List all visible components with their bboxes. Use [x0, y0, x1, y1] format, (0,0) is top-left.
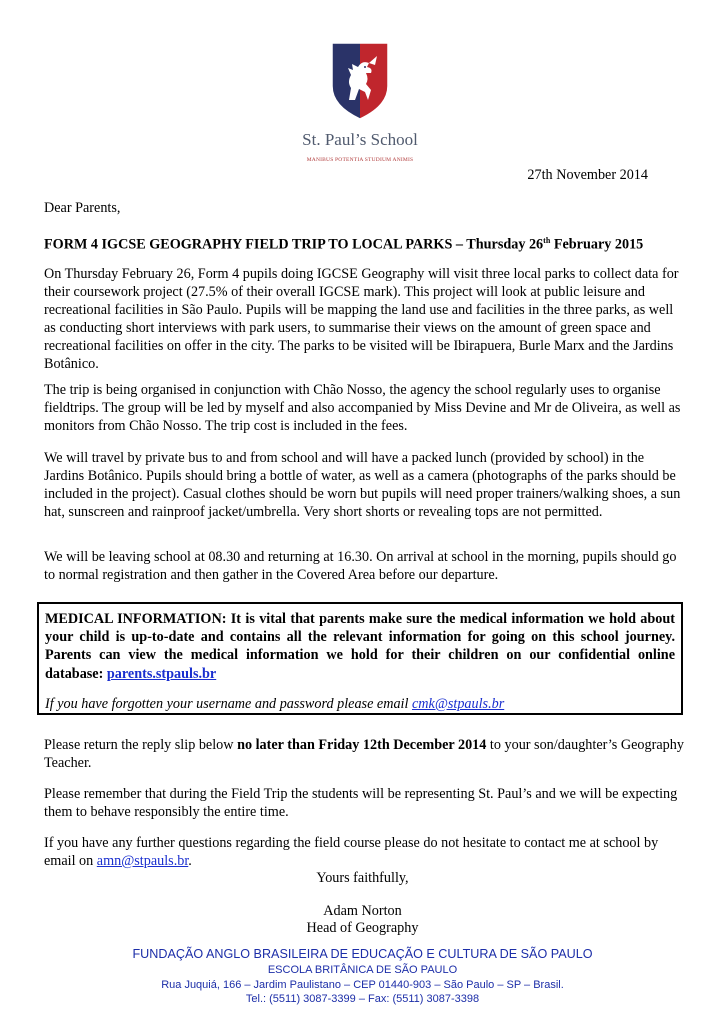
paragraph-timings: We will be leaving school at 08.30 and returning at 16.30. On arrival at school in the morning, pupils should go to normal registration and then gather in the Covered Area before our departure.	[44, 549, 677, 583]
medical-information-box	[37, 602, 683, 715]
signer-name: Adam Norton	[323, 903, 402, 919]
school-crest-logo	[331, 42, 389, 120]
subject-superscript: th	[543, 236, 551, 245]
medical-information-text	[45, 610, 675, 683]
paragraph-travel-and-clothing: We will travel by private bus to and from school and will have a packed lunch (provided by school) in the Jardins Botânico. Pupils should bring a bottle of water, as well as a camera (photographs of the parks should be included in the project). Casual clothes should be worn but pupils will need proper trainers/walking shoes, a sun hat, sunscreen and rainproof jacket/umbrella. Very short shorts or revealing tops are not permitted.	[44, 450, 681, 520]
paragraph-trip-overview: On Thursday February 26, Form 4 pupils doing IGCSE Geography will visit three local parks to collect data for their coursework project (27.5% of their overall IGCSE mark). This project will look at public leisure and recreational facilities in São Paulo. Pupils will be mapping the land use and facilities in the three parks, as well as conducting short interviews with park users, to summarise their views on the amount of green space and recreational facilities on offer in the city. The parks to be visited will be Ibirapuera, Burle Marx and the Jardins Botânico.	[44, 266, 679, 372]
reply-slip-deadline: no later than Friday 12th December 2014	[237, 737, 487, 753]
footer-phone: Tel.: (5511) 3087-3399 – Fax: (5511) 3087-3398	[245, 993, 480, 1005]
forgot-password-note	[45, 696, 675, 713]
footer-address: Rua Juquiá, 166 – Jardim Paulistano – CEP 01440-903 – São Paulo – SP – Brasil.	[161, 979, 564, 991]
contact-email-link[interactable]: amn@stpauls.br	[96, 852, 189, 869]
paragraph-behaviour: Please remember that during the Field Trip the students will be representing St. Paul’s and we will be expecting them to behave responsibly the entire time.	[44, 786, 678, 820]
signer-title: Head of Geography	[306, 920, 419, 936]
letter-subject	[44, 232, 684, 255]
paragraph-reply-slip	[44, 737, 684, 773]
school-motto: MANIBUS POTENTIA STUDIUM ANIMIS	[306, 157, 414, 163]
footer-school-name: ESCOLA BRITÂNICA DE SÃO PAULO	[267, 964, 458, 976]
paragraph-contact	[44, 835, 684, 871]
footer-foundation-name: FUNDAÇÃO ANGLO BRASILEIRA DE EDUCAÇÃO E CULTURA DE SÃO PAULO	[132, 947, 593, 961]
contact-text: If you have any further questions regarding the field course please do not hesitate to contact me at school by email on	[44, 835, 659, 869]
closing: Yours faithfully,	[316, 870, 409, 886]
contact-end: .	[188, 852, 192, 869]
forgot-password-email-link[interactable]: cmk@stpauls.br	[411, 695, 505, 712]
school-name: St. Paul’s School	[302, 130, 418, 149]
medical-database-link[interactable]: parents.stpauls.br	[106, 665, 217, 682]
letter-date: 27th November 2014	[527, 167, 648, 183]
medical-text: MEDICAL INFORMATION: It is vital that parents make sure the medical information we hold about your child is up-to-date and contains all the relevant information for going on this school journey. Parents can view the medical information we hold for their children on our confidential online database:	[45, 611, 675, 682]
subject-main: FORM 4 IGCSE GEOGRAPHY FIELD TRIP TO LOCAL PARKS – Thursday 26	[44, 236, 544, 253]
forgot-password-text: If you have forgotten your username and password please email	[45, 695, 412, 712]
salutation: Dear Parents,	[44, 200, 121, 216]
reply-slip-end: to your son/daughter’s Geography Teacher.	[44, 737, 684, 771]
paragraph-organisation: The trip is being organised in conjunction with Chão Nosso, the agency the school regularly uses to organise fieldtrips. The group will be led by myself and also accompanied by Miss Devine and Mr de Oliveira, as well as monitors from Chão Nosso. The trip cost is included in the fees.	[44, 382, 681, 434]
subject-end: February 2015	[550, 236, 644, 253]
reply-slip-start: Please return the reply slip below	[44, 737, 238, 753]
